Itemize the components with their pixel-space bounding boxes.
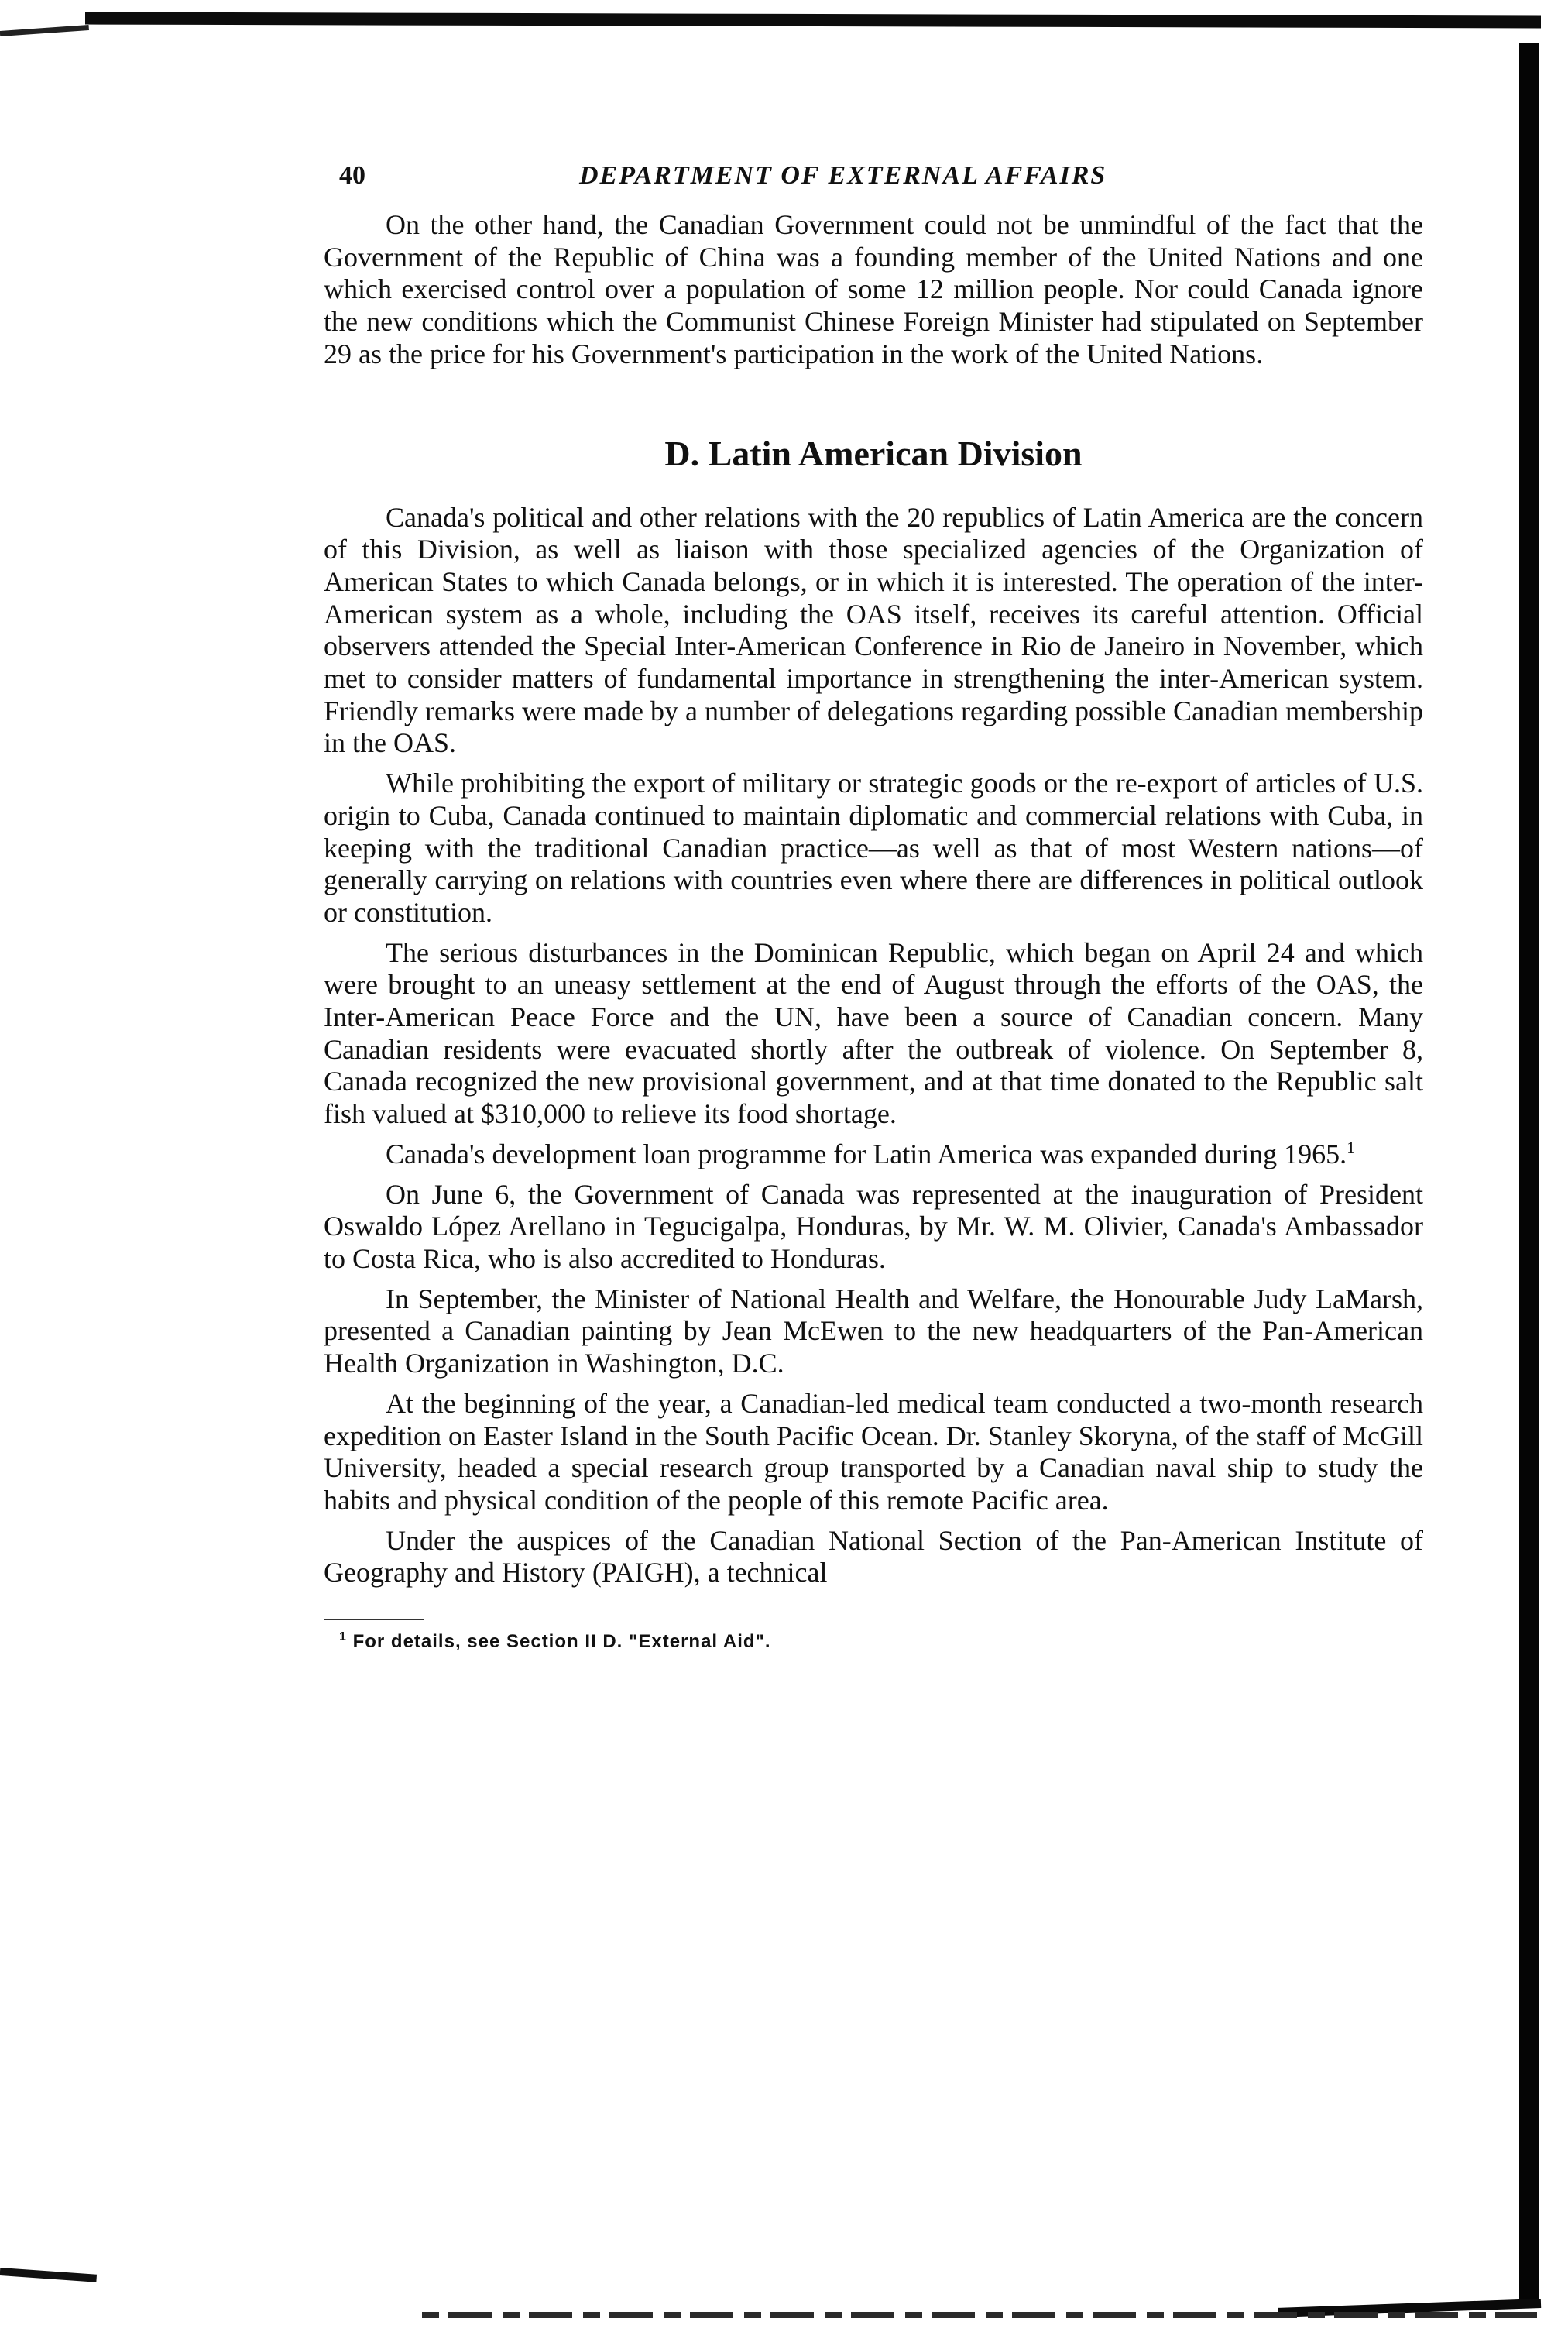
footnote-text: For details, see Section II D. "External Aid". — [352, 1631, 771, 1653]
scan-edge-bottom-left — [0, 2268, 97, 2282]
intro-paragraph: On the other hand, the Canadian Government could not be unmindful of the fact that the Government of the Republic of China was a founding member of the United Nations and one which exercised control over a population of some 12 million people. Nor could Canada ignore the new conditions which the Communist Chinese Foreign Minister had stipulated on September 29 as the price for his Government's participation in the work of the United Nations. — [324, 209, 1423, 369]
running-head — [324, 147, 1423, 194]
paragraph-paigh: Under the auspices of the Canadian National Section of the Pan-American Institute of Geography and History (PAIGH), a technical — [324, 1524, 1423, 1588]
scan-edge-right — [1519, 43, 1539, 2304]
running-head-title: DEPARTMENT OF EXTERNAL AFFAIRS — [579, 161, 1107, 190]
footnote — [339, 1631, 1423, 1653]
footnote-divider — [324, 1619, 424, 1620]
paragraph-cuba: While prohibiting the export of military or strategic goods or the re-export of articles of U.S. origin to Cuba, Canada continued to maintain diplomatic and commercial relations with Cuba, in keeping with the traditional Canadian practice—as well as that of most Western nations—of generally carrying on relations with countries even where there are differences in political outlook or constitution. — [324, 768, 1423, 928]
paragraph-dominican-republic: The serious disturbances in the Dominican Republic, which began on April 24 and which were brought to an uneasy settlement at the end of August through the efforts of the OAS, the Inter-American Peace Force and the UN, have been a source of Canadian concern. Many Canadian residents were evacuated shortly after the outbreak of violence. On September 8, Canada recognized the new provisional government, and at that time donated to the Republic salt fish valued at $310,000 to relieve its food shortage. — [324, 936, 1423, 1130]
paragraph-honduras: On June 6, the Government of Canada was represented at the inauguration of President Oswaldo López Arellano in Tegucigalpa, Honduras, by Mr. W. M. Olivier, Canada's Ambassador to Costa Rica, who is also accredited to Honduras. — [324, 1178, 1423, 1274]
paragraph-easter-island: At the beginning of the year, a Canadian-led medical team conducted a two-month research expedition on Easter Island in the South Pacific Ocean. Dr. Stanley Skoryna, of the staff of McGill University, headed a special research group transported by a Canadian naval ship to study the habits and physical condition of the people of this remote Pacific area. — [324, 1387, 1424, 1516]
scan-edge-top-left — [0, 25, 89, 36]
page-number: 40 — [339, 161, 365, 190]
scan-edge-top — [85, 12, 1541, 29]
paragraph-loan-programme-text: Canada's development loan programme for Latin America was expanded during 1965. — [386, 1138, 1347, 1169]
paragraph-loan-programme — [324, 1139, 1423, 1171]
section-heading: D. Latin American Division — [664, 433, 1083, 473]
scan-edge-bottom — [422, 2312, 1537, 2318]
page-body — [324, 147, 1423, 1653]
paragraph-paho-painting: In September, the Minister of National Health and Welfare, the Honourable Judy LaMarsh, presented a Canadian painting by Jean McEwen to the new headquarters of the Pan-American Health Organization in Washington, D.C. — [324, 1283, 1423, 1379]
footnote-mark: 1 — [339, 1630, 347, 1644]
paragraph-oas-relations: Canada's political and other relations with the 20 republics of Latin America are the concern of this Division, as well as liaison with those specialized agencies of the Organization of American States to which Canada belongs, or in which it is interested. The operation of the inter-American system as a whole, including the OAS itself, receives its careful attention. Official observers attended the Special Inter-American Conference in Rio de Janeiro in November, which met to consider matters of fundamental importance in strengthening the inter-American system. Friendly remarks were made by a number of delegations regarding possible Canadian membership in the OAS. — [324, 501, 1423, 759]
footnote-reference: 1 — [1347, 1137, 1356, 1157]
